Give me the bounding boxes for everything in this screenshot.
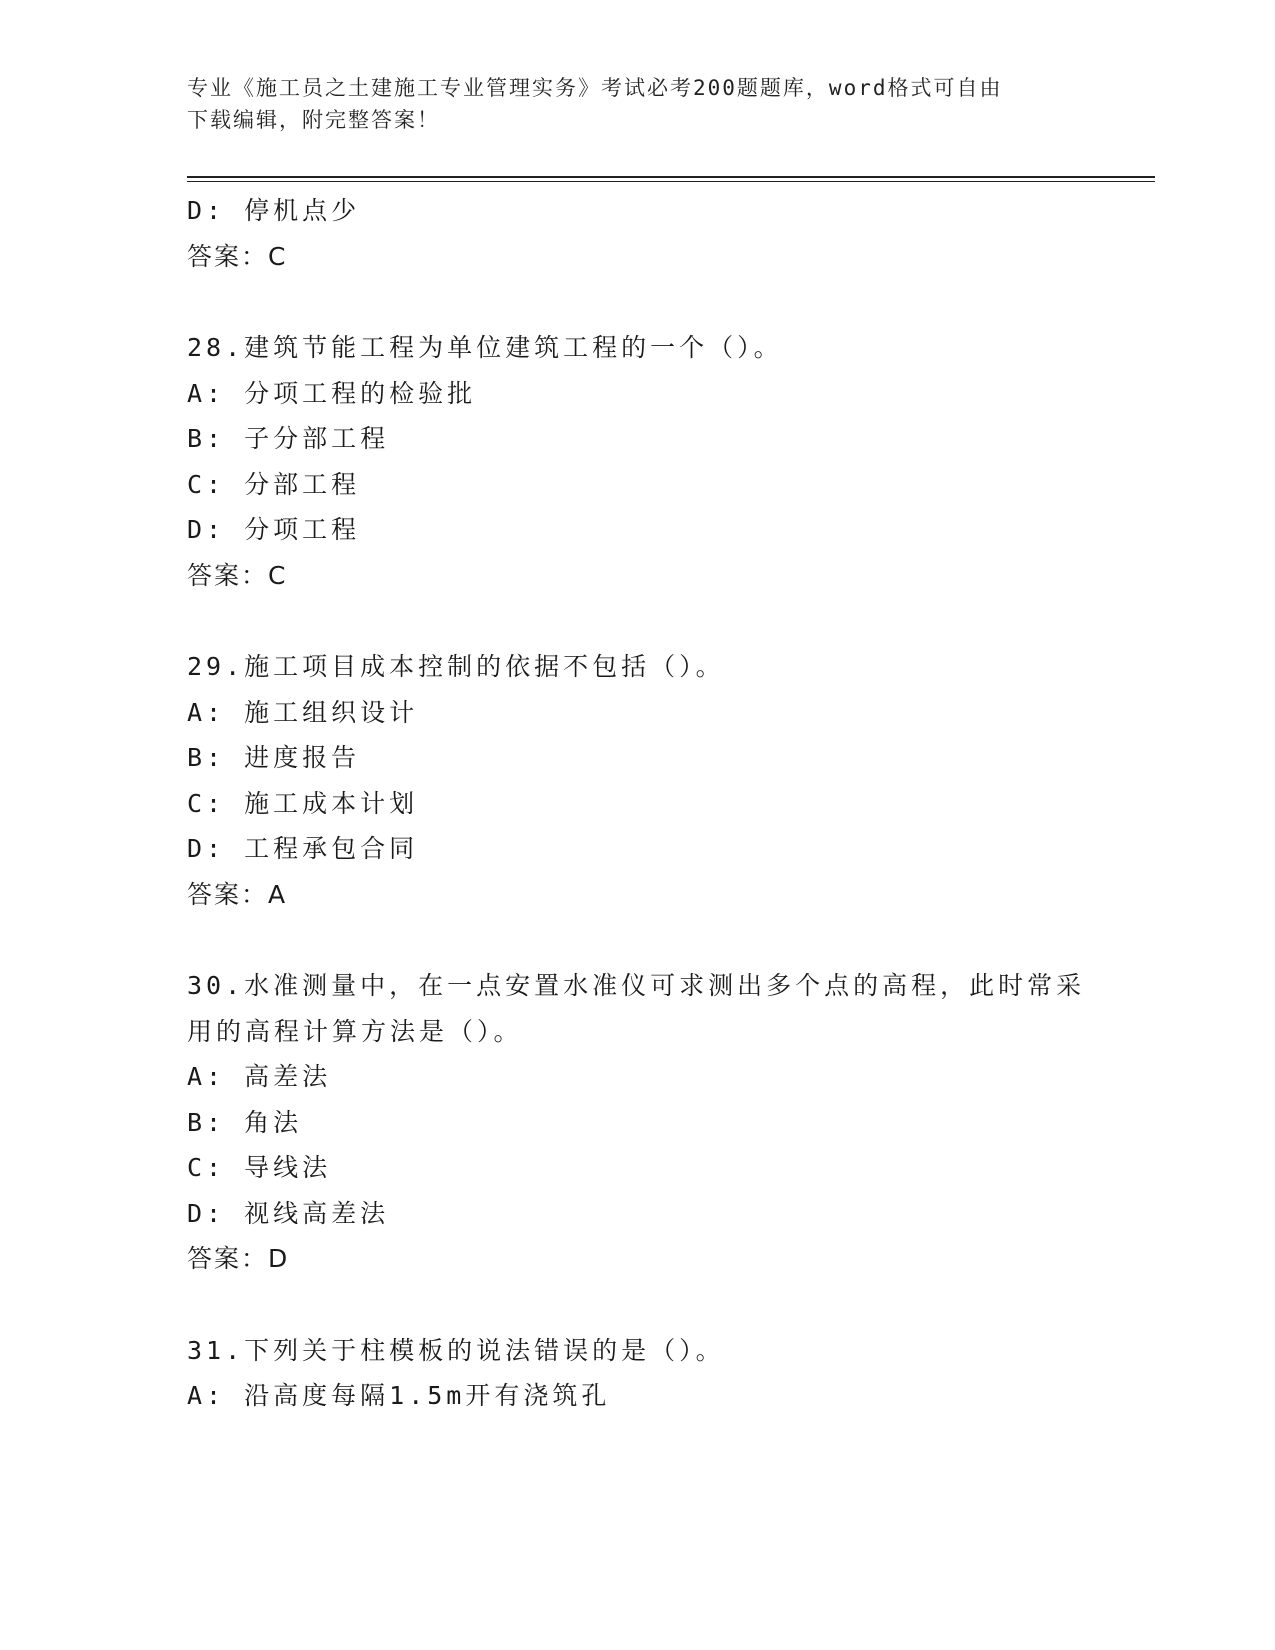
header-title-line-2: 下载编辑，附完整答案！ xyxy=(187,108,440,132)
question-block-30 xyxy=(187,963,1087,1282)
header-divider-thin xyxy=(187,181,1155,182)
option-d: D: 工程承包合同 xyxy=(187,834,419,863)
option-c: C: 施工成本计划 xyxy=(187,788,419,818)
question-stem-line-1: 30.水准测量中，在一点安置水准仪可求测出多个点的高程，此时常采 xyxy=(187,971,1086,1000)
question-list xyxy=(187,188,1087,1419)
option-a: A: 分项工程的检验批 xyxy=(187,378,477,408)
document-header xyxy=(187,72,1067,136)
header-title-line-1: 专业《施工员之土建施工专业管理实务》考试必考200题题库，word格式可自由 xyxy=(187,76,1003,100)
question-block-31 xyxy=(187,1328,1087,1419)
spacer xyxy=(187,1282,1087,1328)
question-block-28 xyxy=(187,325,1087,598)
answer-line: 答案：C xyxy=(187,241,288,271)
question-stem: 29.施工项目成本控制的依据不包括（）。 xyxy=(187,652,725,681)
option-b: B: 进度报告 xyxy=(187,743,361,772)
answer-line: 答案：A xyxy=(187,879,288,909)
option-b: B: 角法 xyxy=(187,1107,303,1137)
option-d: D: 分项工程 xyxy=(187,515,361,544)
option-d: D: 停机点少 xyxy=(187,196,361,225)
option-d: D: 视线高差法 xyxy=(187,1198,390,1228)
option-a: A: 高差法 xyxy=(187,1062,332,1091)
header-divider-thick xyxy=(187,176,1155,178)
question-stem: 28.建筑节能工程为单位建筑工程的一个（）。 xyxy=(187,333,783,362)
spacer xyxy=(187,598,1087,644)
spacer xyxy=(187,917,1087,963)
question-block-27 xyxy=(187,188,1087,279)
answer-line: 答案：D xyxy=(187,1244,290,1273)
question-block-29 xyxy=(187,644,1087,917)
option-b: B: 子分部工程 xyxy=(187,424,390,453)
spacer xyxy=(187,279,1087,325)
question-stem-line-2: 用的高程计算方法是（）。 xyxy=(187,1016,523,1046)
question-stem: 31.下列关于柱模板的说法错误的是（）。 xyxy=(187,1335,725,1365)
option-c: C: 导线法 xyxy=(187,1153,332,1182)
option-c: C: 分部工程 xyxy=(187,469,361,499)
answer-line: 答案：C xyxy=(187,560,288,590)
option-a: A: 沿高度每隔1.5m开有浇筑孔 xyxy=(187,1381,611,1410)
option-a: A: 施工组织设计 xyxy=(187,697,419,727)
